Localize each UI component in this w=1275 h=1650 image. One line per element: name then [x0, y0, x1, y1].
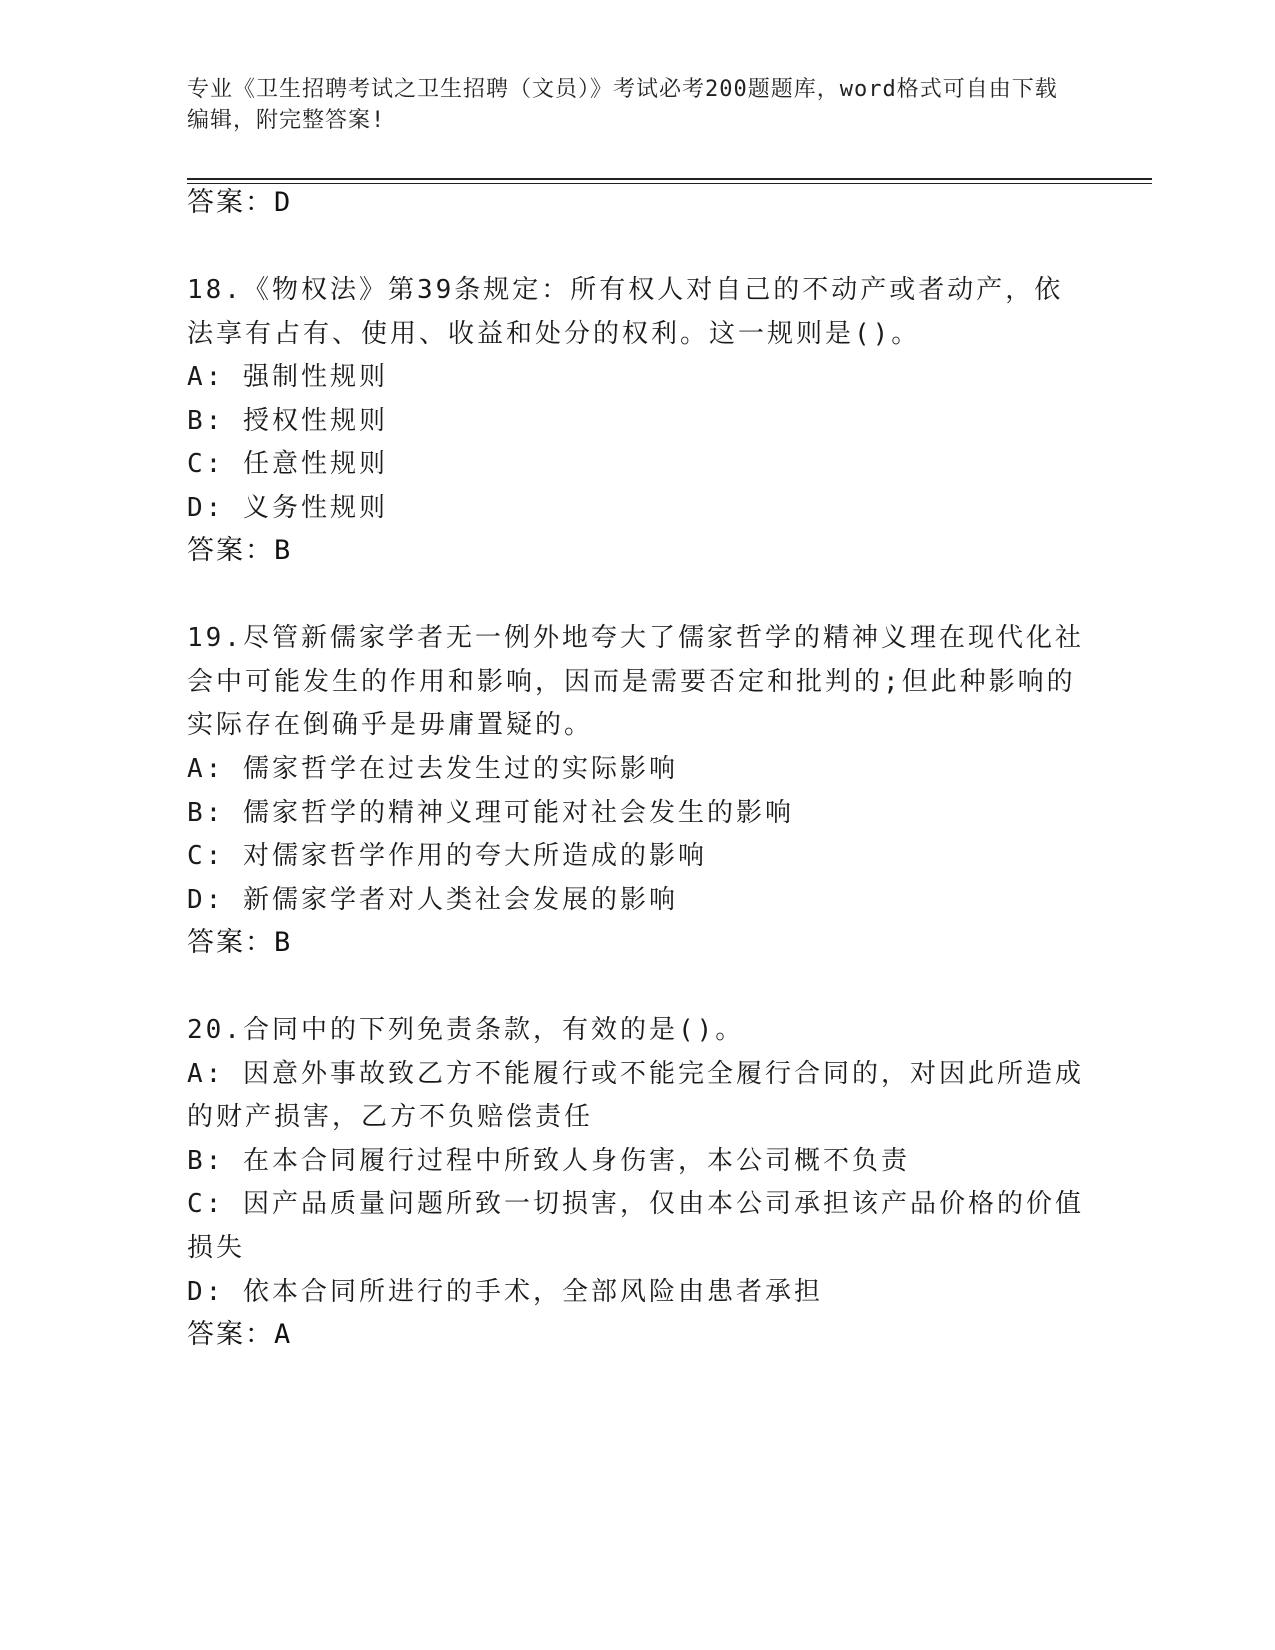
question-18-stem-line-1: 18.《物权法》第39条规定：所有权人对自己的不动产或者动产，依	[187, 275, 1064, 305]
question-19-option-b: B: 儒家哲学的精神义理可能对社会发生的影响	[187, 798, 794, 828]
question-19-option-c: C: 对儒家哲学作用的夸大所造成的影响	[187, 841, 707, 871]
answer-label: 答案：	[187, 1319, 274, 1350]
answer-value: D	[274, 187, 293, 218]
question-19-option-d: D: 新儒家学者对人类社会发展的影响	[187, 885, 678, 915]
question-19-stem-line-3: 实际存在倒确乎是毋庸置疑的。	[187, 710, 594, 740]
header-divider	[187, 178, 1152, 180]
answer-value: A	[274, 1319, 293, 1350]
question-19-option-a: A: 儒家哲学在过去发生过的实际影响	[187, 754, 678, 784]
question-18-option-d: D: 义务性规则	[187, 493, 388, 523]
question-20-option-c-line-2: 损失	[187, 1233, 246, 1263]
question-20-option-d: D: 依本合同所进行的手术，全部风险由患者承担	[187, 1277, 823, 1307]
question-19-stem-line-1: 19.尽管新儒家学者无一例外地夸大了儒家哲学的精神义理在现代化社	[187, 623, 1084, 653]
answer-label: 答案：	[187, 187, 274, 218]
question-18-option-a: A: 强制性规则	[187, 362, 388, 392]
question-20-option-a-line-2: 的财产损害，乙方不负赔偿责任	[187, 1102, 594, 1132]
question-20-stem-line-1: 20.合同中的下列免责条款，有效的是()。	[187, 1015, 745, 1045]
question-20-option-a-line-1: A: 因意外事故致乙方不能履行或不能完全履行合同的，对因此所造成	[187, 1059, 1084, 1089]
question-20-option-c-line-1: C: 因产品质量问题所致一切损害，仅由本公司承担该产品价格的价值	[187, 1189, 1084, 1219]
question-18-option-b: B: 授权性规则	[187, 406, 388, 436]
question-20-option-b: B: 在本合同履行过程中所致人身伤害，本公司概不负责	[187, 1146, 910, 1176]
question-18-answer	[187, 534, 292, 568]
answer-label: 答案：	[187, 535, 274, 566]
question-20-answer	[187, 1318, 292, 1352]
answer-label: 答案：	[187, 927, 274, 958]
question-19-answer	[187, 926, 292, 960]
question-18-stem-line-2: 法享有占有、使用、收益和处分的权利。这一规则是()。	[187, 319, 921, 349]
question-18-option-c: C: 任意性规则	[187, 449, 388, 479]
question-19-stem-line-2: 会中可能发生的作用和影响，因而是需要否定和批判的;但此种影响的	[187, 667, 1076, 697]
answer-value: B	[274, 535, 293, 566]
header-divider-thin	[187, 183, 1152, 184]
answer-value: B	[274, 927, 293, 958]
previous-answer	[187, 186, 292, 220]
document-header: 专业《卫生招聘考试之卫生招聘（文员）》考试必考200题题库，word格式可自由下载编辑，附完整答案!	[187, 77, 1058, 133]
